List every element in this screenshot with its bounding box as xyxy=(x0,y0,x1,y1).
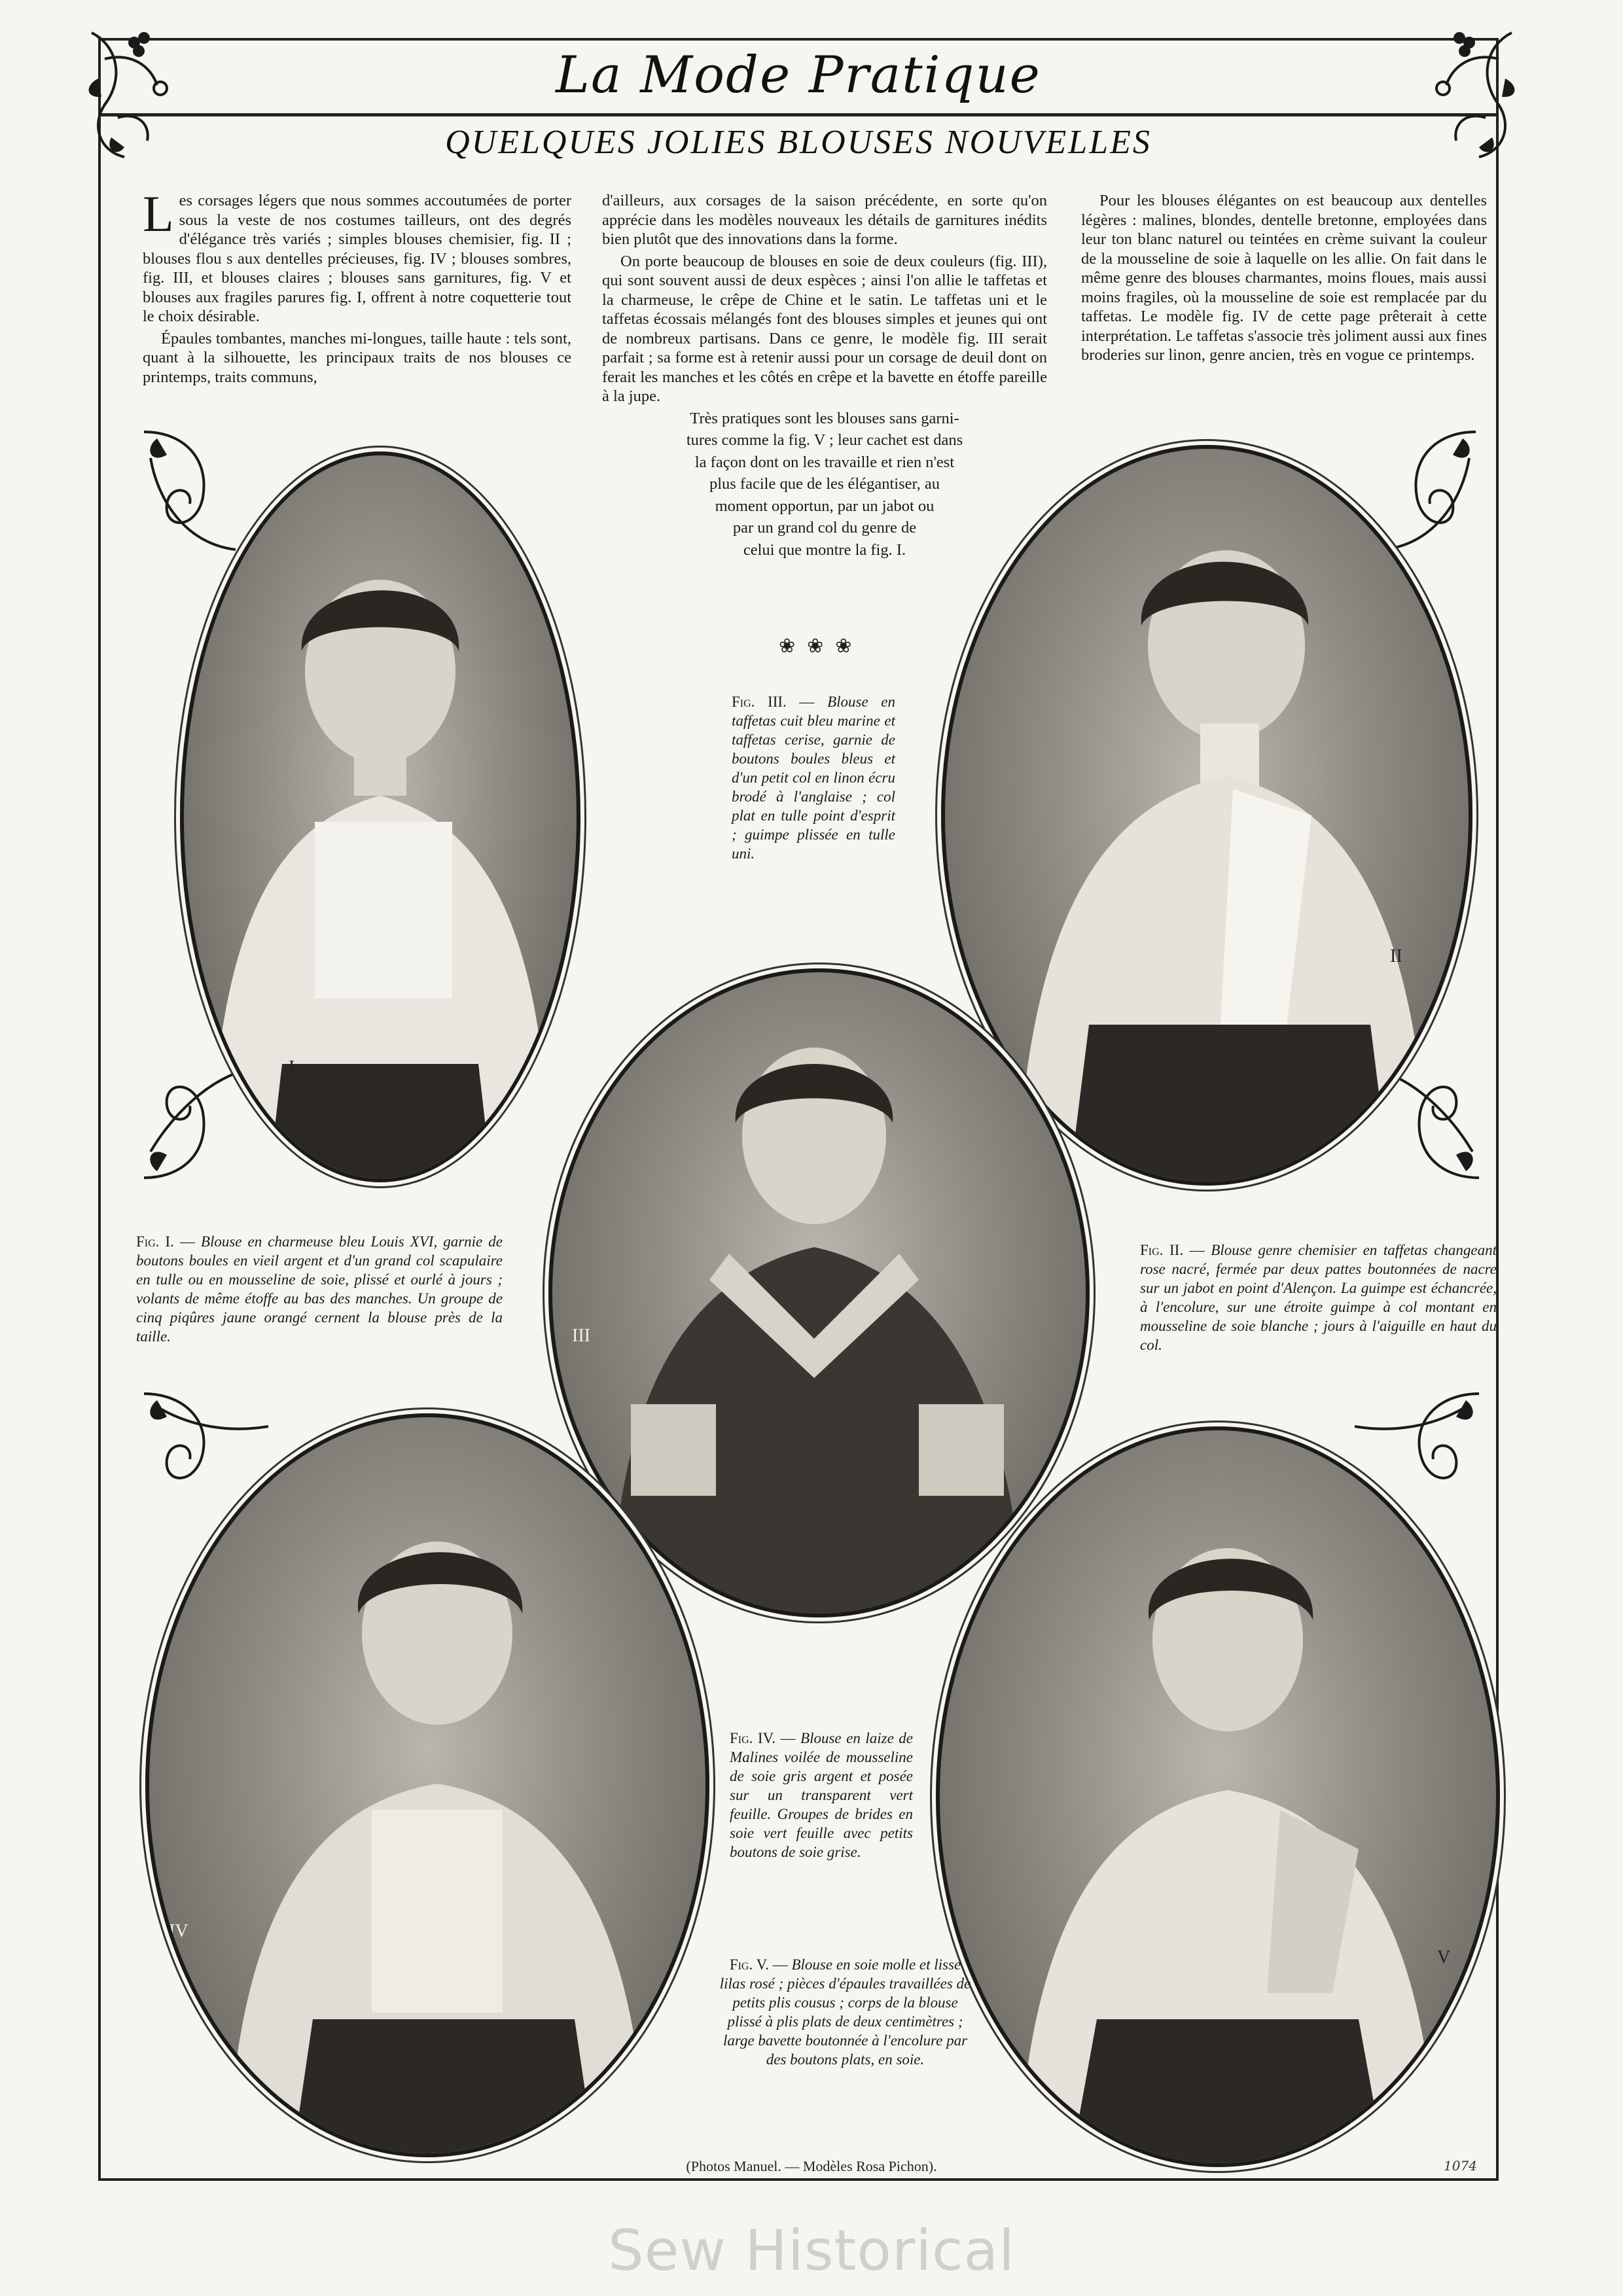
photo-figure-1 xyxy=(180,451,580,1182)
masthead-title: La Mode Pratique xyxy=(556,46,1041,105)
caption-fig-1: Fig. I. — Blouse en charmeuse bleu Louis XVI, garnie de boutons boules en vieil argent et d'un grand col scapulaire en tulle ou en mousseline de soie, plissé et ourlé à jours ; volants de même étoffe au bas des manches. Un groupe de cinq piqûres jaune orangé cernent la blouse près de la taille. xyxy=(136,1233,503,1345)
figure-numeral: II xyxy=(1390,946,1402,966)
paragraph: Épaules tombantes, manches mi-longues, taille haute : tels sont, quant à la silhouette, les principaux traits de nos blouses ce printemps, traits communs, xyxy=(143,329,571,386)
portrait-icon xyxy=(940,1430,1496,2163)
paragraph: Les corsages légers que nous sommes accoutumées de porter sous la veste de nos costumes tailleurs, ont des degrés d'élégance très variés ; simples blouses chemisier, fig. II ; blouses flou s aux dentelles précieuses, fig. IV ; blouses sombres, fig. III, et blouses claires ; blouses sans garnitures, fig. V et blouses aux fragiles parures fig. I, offrent à notre coquetterie tout le choix désirable. xyxy=(143,185,571,325)
watermark: Sew Historical xyxy=(607,2218,1015,2284)
photo-figure-4 xyxy=(145,1413,709,2157)
tapered-paragraph: Très pratiques sont les blouses sans garni- tures comme la fig. V ; leur cachet est dans la façon dont on les travaille et rien n'est plus facile que de les élégantiser, au moment opportun, par un jabot ou par un grand col du genre de celui que montre la fig. I. xyxy=(686,409,963,559)
photo-credit: (Photos Manuel. — Modèles Rosa Pichon). xyxy=(686,2158,937,2174)
masthead xyxy=(98,38,1499,116)
figure-numeral: IV xyxy=(169,1921,188,1941)
portrait-icon xyxy=(149,1417,705,2153)
paragraph: Pour les blouses élégantes on est beaucoup aux dentelles légères : malines, blondes, dentelle bretonne, employées dans leur ton blanc naturel ou teintées en crème suivant la couleur de la mousseline de soie à laquelle on les allie. On fait dans le même genre des blouses charmantes, moins floues, mais aussi moins fragiles, où la mousseline de soie est remplacée par du taffetas. Le modèle fig. IV de cette page prêterait à cette interprétation. Le taffetas s'associe très joliment aussi aux fines broderies sur linon, genre ancien, très en vogue ce printemps. xyxy=(1081,192,1487,364)
caption-fig-3: Fig. III. — Blouse en taffetas cuit bleu marine et taffetas cerise, garnie de boutons boules bleus et d'un petit col en linon écru brodé à l'anglaise ; col plat en tulle point d'esprit ; guimpe plissée en tulle uni. xyxy=(732,694,896,862)
figure-numeral: V xyxy=(1437,1947,1451,1968)
portrait-icon xyxy=(184,455,577,1178)
caption-fig-5: Fig. V. — Blouse en soie molle et lisse lilas rosé ; pièces d'épaules travaillées de petits plis cousus ; corps de la blouse plissé à plis plats de deux centimètres ; large bavette boutonnée à l'encolure par des boutons plats, en soie. xyxy=(719,1956,971,2068)
drop-cap: L xyxy=(143,185,174,242)
figure-numeral: III xyxy=(572,1326,590,1346)
text-column-right xyxy=(1081,191,1487,368)
photo-figure-5 xyxy=(936,1426,1500,2167)
caption-fig-2: Fig. II. — Blouse genre chemisier en taffetas changeant rose nacré, fermée par deux pattes boutonnées de nacre sur un jabot en point d'Alençon. La guimpe est échancrée, à l'encolure, sur une étroite guimpe à col montant en mousseline de soie blanche ; jours à l'aiguille en haut du col. xyxy=(1140,1242,1497,1353)
fleuron-ornament-icon: ❀❀❀ xyxy=(779,635,864,658)
paragraph: d'ailleurs, aux corsages de la saison précédente, en sorte qu'on apprécie dans les modèles nouveaux les détails de garnitures inédits bien plutôt que des innovations dans la forme. xyxy=(602,192,1047,248)
article-headline: QUELQUES JOLIES BLOUSES NOUVELLES xyxy=(445,124,1152,161)
page-number: 1074 xyxy=(1444,2158,1477,2174)
figure-numeral: I xyxy=(289,1057,295,1078)
paragraph: On porte beaucoup de blouses en soie de deux couleurs (fig. III), qui sont souvent aussi de deux espèces ; ainsi l'on allie le taffetas et la charmeuse, le crêpe de Chine et le satin. Le taffetas uni et le taffetas écossais mélangés font des blouses simples et jeunes qui ont de nombreux partisans. Dans ce genre, le modèle fig. III serait parfait ; sa forme est à retenir aussi pour un corsage de deuil dont on ferait les manches et les côtés en crêpe et la bavette en étoffe pareille à la jupe. xyxy=(602,252,1047,405)
caption-fig-4: Fig. IV. — Blouse en laize de Malines voilée de mousseline de soie gris argent et posée sur un transparent vert feuille. Groupes de brides en soie vert feuille avec petits boutons de soie grise. xyxy=(730,1730,913,1860)
text-column-left xyxy=(143,185,571,389)
